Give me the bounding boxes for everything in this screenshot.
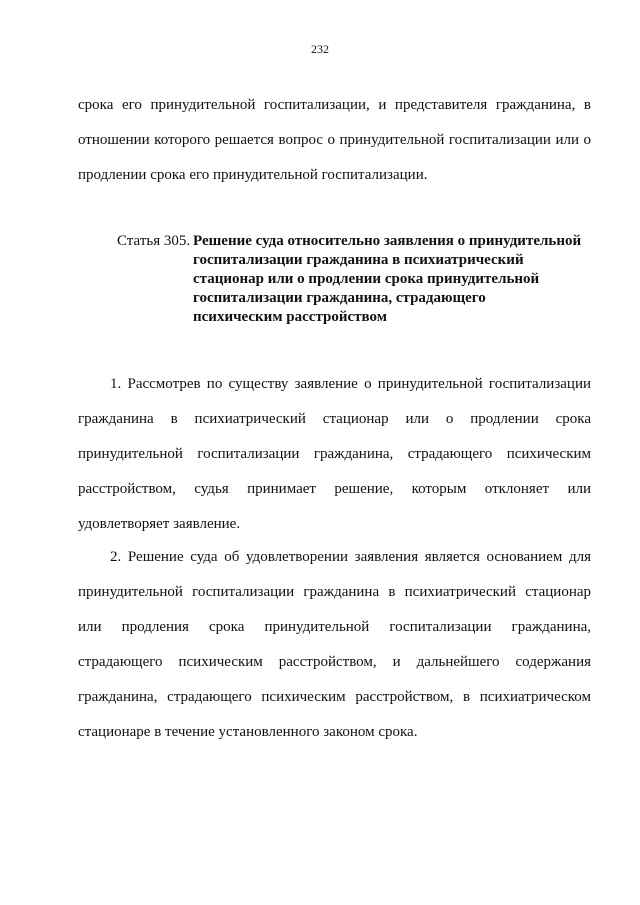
intro-paragraph	[78, 88, 591, 193]
text-line: срока его принудительной госпитализации, и представителя гражданина, в	[78, 97, 591, 113]
text-line: гражданина в психиатрический стационар или о продлении срока	[78, 411, 591, 427]
text-line: гражданина, страдающего психическим расстройством, в психиатрическом	[78, 689, 591, 705]
text-line: удовлетворяет заявление.	[78, 516, 241, 532]
text-line: страдающего психическим расстройством, и дальнейшего содержания	[78, 654, 591, 670]
article-title-line: госпитализации гражданина, страдающего	[193, 290, 486, 306]
page-number: 232	[311, 42, 329, 56]
article-heading	[117, 232, 597, 327]
paragraph-1	[78, 367, 591, 542]
text-line: стационаре в течение установленного законом срока.	[78, 724, 418, 740]
text-line: 1. Рассмотрев по существу заявление о принудительной госпитализации	[110, 376, 591, 392]
article-title-line: стационар или о продлении срока принудительной	[193, 271, 540, 287]
text-line: или продления срока принудительной госпитализации гражданина,	[78, 619, 591, 635]
article-title-line: психическим расстройством	[193, 309, 387, 325]
text-line: расстройством, судья принимает решение, которым отклоняет или	[78, 481, 591, 497]
text-line: продлении срока его принудительной госпитализации.	[78, 167, 428, 183]
article-number: Статья 305.	[117, 233, 191, 249]
text-line: принудительной госпитализации гражданина, страдающего психическим	[78, 446, 591, 462]
text-line: принудительной госпитализации гражданина в психиатрический стационар	[78, 584, 591, 600]
article-title-line: Решение суда относительно заявления о принудительной	[193, 233, 582, 249]
article-title-line: госпитализации гражданина в психиатрический	[193, 252, 524, 268]
paragraph-2	[78, 540, 591, 750]
text-line: отношении которого решается вопрос о принудительной госпитализации или о	[78, 132, 591, 148]
text-line: 2. Решение суда об удовлетворении заявления является основанием для	[110, 549, 591, 565]
